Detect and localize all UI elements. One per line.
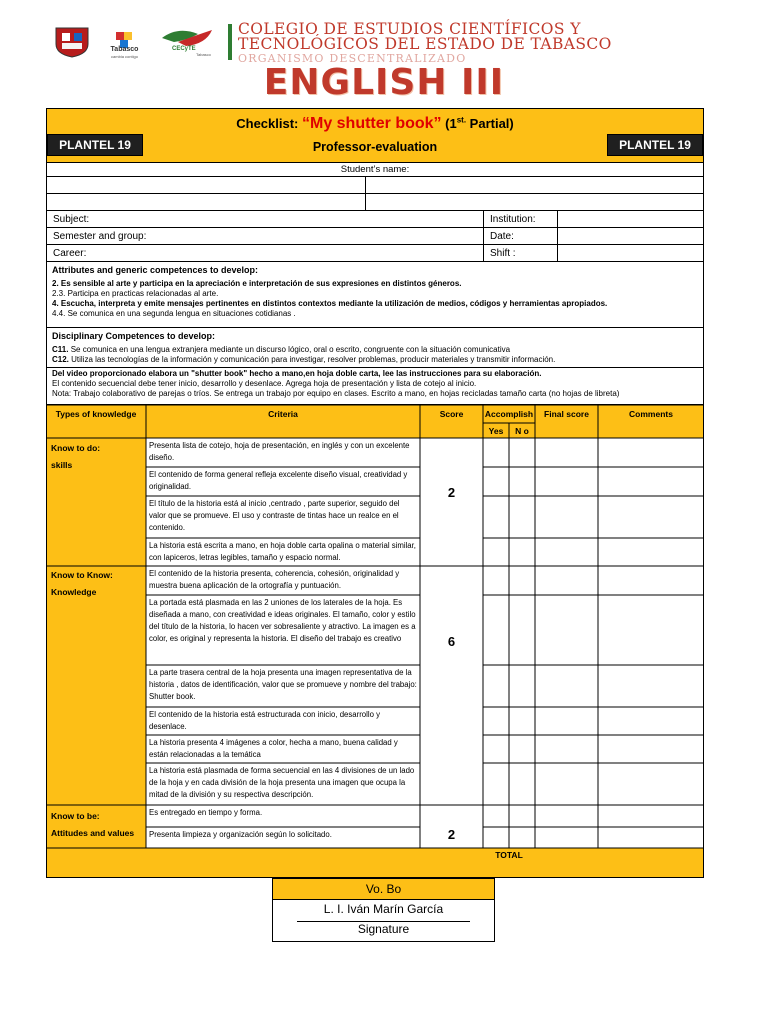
criterion-do-1: Presenta lista de cotejo, hoja de presentación, en inglés y con un excelente diseño.: [149, 441, 410, 462]
date-label: Date:: [490, 231, 514, 242]
col-score: Score: [439, 409, 464, 419]
knowledge-group-know-title: Know to Know:: [51, 570, 113, 580]
score-be: 2: [447, 826, 456, 842]
tabasco-logo-sub: cambia contigo: [111, 54, 138, 59]
school-name-line2: TECNOLÓGICOS DEL ESTADO DE TABASCO: [238, 35, 612, 53]
col-accomplish: Accomplish: [484, 409, 534, 419]
semester-label: Semester and group:: [53, 230, 147, 242]
col-criteria: Criteria: [268, 409, 298, 419]
generic-competence-4-num: 4.: [52, 299, 59, 308]
col-yes: Yes: [488, 425, 504, 436]
checklist-partial-close: Partial): [466, 116, 514, 131]
generic-competence-2-text: Es sensible al arte y participa en la apreciación e interpretación de sus expresiones en distintos géneros.: [58, 279, 462, 288]
checklist-name: “My shutter book”: [301, 115, 442, 132]
criterion-do-3: El título de la historia está al inicio ,centrado , parte superior, seguido del valor que se promueve. El uso y contraste de tintas hace un realce en el contenido.: [149, 499, 400, 532]
generic-competence-4-text: Escucha, interpreta y emite mensajes pertinentes en distintos contextos mediante la utilización de medios, códigos y herramientas apropiados.: [58, 299, 608, 308]
checklist-prefix: Checklist:: [236, 116, 302, 131]
col-types-of-knowledge: Types of knowledge: [55, 409, 137, 419]
score-do: 2: [447, 485, 456, 500]
criterion-know-3: La parte trasera central de la hoja presenta una imagen representativa de la historia , datos de identificación, valor que se promueve y nombre del trabajo: Shutter book.: [149, 668, 417, 701]
plantel-badge-left: PLANTEL 19: [47, 134, 143, 156]
generic-competence-4-4: 4.4. Se comunica en una segunda lengua en situaciones cotidianas .: [52, 309, 296, 318]
disciplinary-competence-c2-num: C12.: [52, 355, 69, 364]
col-comments: Comments: [629, 409, 673, 419]
generic-competence-2-3: 2.3. Participa en practicas relacionadas al arte.: [52, 289, 219, 298]
cecyte-logo-text: CECyTE: [172, 46, 196, 52]
instructions-line-3: Nota: Trabajo colaborativo de parejas o tríos. Se entrega un trabajo por equipo en clases. Escrito a mano, en hojas recicladas tamaño carta (no hojas de libreta): [52, 389, 620, 398]
knowledge-group-do-title: Know to do:: [51, 443, 101, 453]
criterion-be-2: Presenta limpieza y organización según lo solicitado.: [149, 830, 332, 839]
col-no: N o: [515, 425, 529, 436]
criterion-do-4: La historia está escrita a mano, en hoja doble carta opalina o material similar, con lapiceros, letras legibles, tamaño y espacio normal.: [149, 541, 416, 562]
criterion-be-1: Es entregado en tiempo y forma.: [149, 808, 263, 817]
knowledge-group-be-subtitle: Attitudes and values: [51, 828, 135, 838]
school-subtitle: ORGANISMO DESCENTRALIZADO: [238, 52, 467, 65]
vobo-name: L. I. Iván Marín García: [323, 902, 444, 916]
criterion-do-2: El contenido de forma general refleja excelente diseño visual, creatividad y originalidad.: [149, 470, 408, 491]
signature-label: Signature: [357, 922, 410, 936]
cecyte-logo-sub: Tabasco: [196, 52, 211, 57]
subject-label: Subject:: [53, 213, 90, 225]
knowledge-group-do-subtitle: skills: [51, 460, 73, 470]
checklist-partial-sup: st.: [456, 115, 467, 125]
knowledge-group-be-title: Know to be:: [51, 811, 100, 821]
student-name-label: Student’s name:: [340, 164, 410, 175]
disciplinary-competence-c1-text: Se comunica en una lengua extranjera mediante un discurso lógico, oral o escrito, congruente con la situación comunicativa: [68, 345, 511, 354]
col-final-score: Final score: [544, 409, 589, 419]
disciplinary-competences-title: Disciplinary Competences to develop:: [52, 331, 216, 341]
criterion-know-4: El contenido de la historia está estructurada con inicio, desarrollo y desenlace.: [149, 710, 381, 731]
vobo-title: Vo. Bo: [272, 878, 495, 900]
generic-competences-title: Attributes and generic competences to develop:: [52, 265, 259, 275]
page-title: ENGLISH III: [263, 62, 505, 103]
instructions-line-1: Del video proporcionado elabora un "shutter book" hecho a mano,en hoja doble carta, lee las instrucciones para su elaboración.: [52, 369, 542, 378]
evaluation-type: Professor-evaluation: [312, 140, 438, 154]
knowledge-group-know-subtitle: Knowledge: [51, 587, 97, 597]
tabasco-logo-text: Tabasco: [110, 46, 139, 53]
career-label: Career:: [53, 247, 87, 259]
school-name-line1: COLEGIO DE ESTUDIOS CIENTÍFICOS Y: [238, 20, 581, 38]
institution-label: Institution:: [490, 214, 536, 225]
plantel-badge-right: PLANTEL 19: [607, 134, 703, 156]
disciplinary-competence-c1-num: C11.: [52, 345, 69, 354]
total-label: TOTAL: [495, 850, 523, 860]
checklist-partial-open: (1: [441, 116, 457, 131]
disciplinary-competence-c2-text: Utiliza las tecnologías de la información y comunicación para investigar, resolver problemas, producir materiales y transmitir información.: [68, 355, 556, 364]
score-know: 6: [447, 633, 456, 649]
criterion-know-5: La historia presenta 4 imágenes a color, hecha a mano, buena calidad y están relacionadas a la temática: [149, 738, 398, 759]
criterion-know-2: La portada está plasmada en las 2 uniones de los laterales de la hoja. Es diseñada a mano, con creatividad e ideas originales. El tamaño, color y estilo del título de la historia, lo hacen ver sobresaliente y atractivo. La imagen es a color, es original y representa la historia. El diseño del trabajo es creativo: [149, 598, 416, 643]
instructions-line-2: El contenido secuencial debe tener inicio, desarrollo y desenlace. Agrega hoja de presentación y lista de cotejo al inicio.: [52, 379, 477, 388]
criterion-know-1: El contenido de la historia presenta, coherencia, cohesión, originalidad y muestra buena aplicación de la ortografía y puntuación.: [149, 569, 400, 590]
criterion-know-6: La historia está plasmada de forma secuencial en las 4 divisiones de un lado de la hoja y en cada división de la hoja presenta una imagen que ocupa la mitad de la división y su respectiva descripción.: [149, 766, 415, 799]
shift-label: Shift :: [490, 248, 516, 259]
generic-competence-2-num: 2.: [52, 279, 59, 288]
